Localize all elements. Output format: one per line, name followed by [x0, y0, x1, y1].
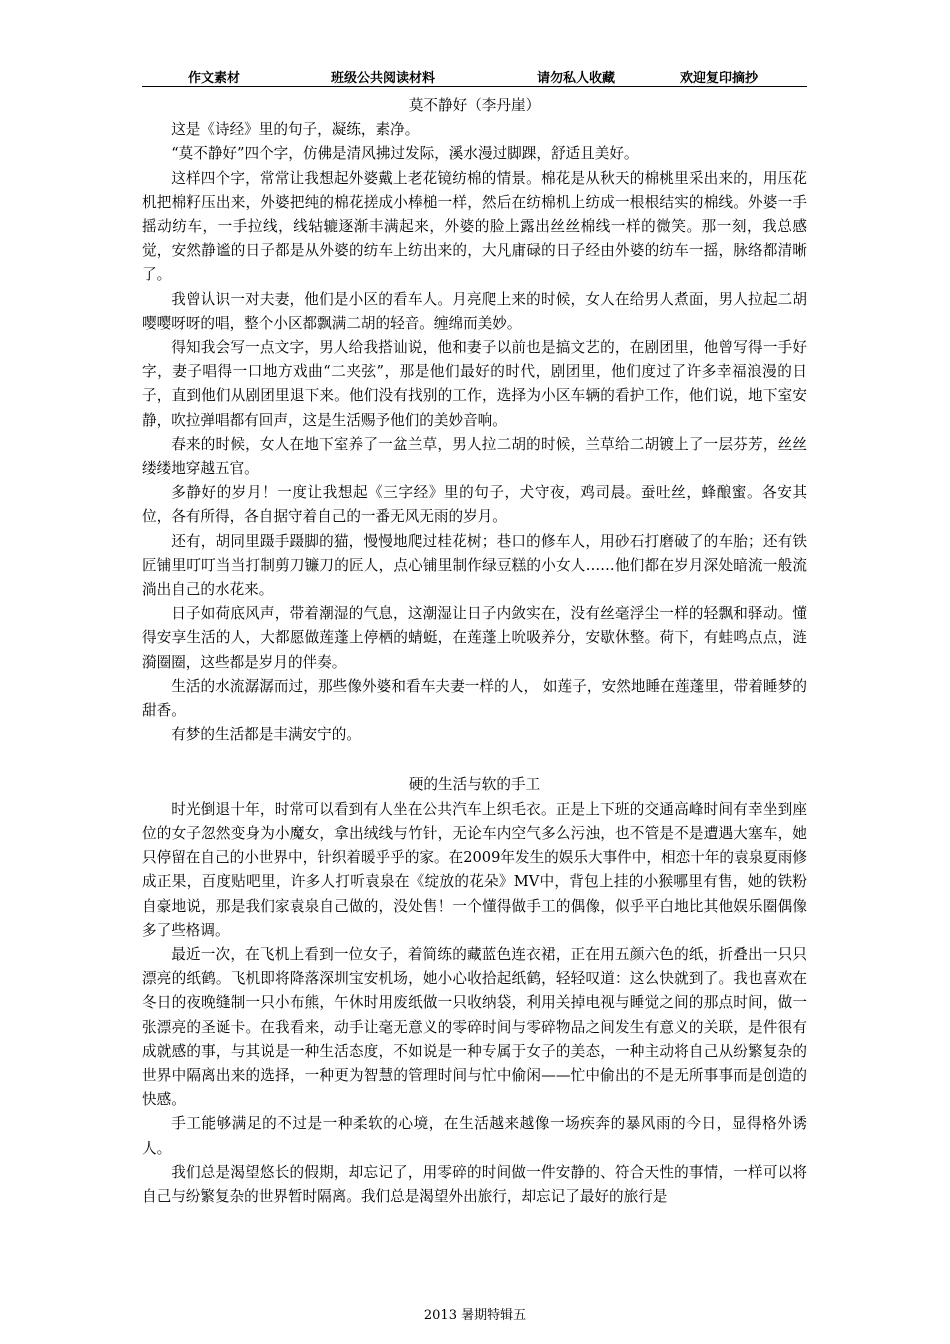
page-footer: 2013 暑期特辑五	[423, 1308, 527, 1323]
article-paragraph: 最近一次，在飞机上看到一位女子，着简练的藏蓝色连衣裙，正在用五颜六色的纸，折叠出一只只漂亮的纸鹤。飞机即将降落深圳宝安机场，她小心收拾起纸鹤，轻轻叹道：这么快就到了。我也喜欢在冬日的夜晚缝制一只小布熊，午休时用废纸做一只收纳袋，利用关掉电视与睡觉之间的那点时间，做一张漂亮的圣诞卡。在我看来，动手让毫无意义的零碎时间与零碎物品之间发生有意义的关联，是件很有成就感的事，与其说是一种生活态度，不如说是一种专属于女子的美态，一种主动将自己从纷繁复杂的世界中隔离出来的选择，一种更为智慧的管理时间与忙中偷闲——忙中偷出的不是无所事事而是创造的快感。	[142, 945, 807, 1109]
article-paragraph: 我曾认识一对夫妻，他们是小区的看车人。月亮爬上来的时候，女人在给男人煮面，男人拉起二胡嘤嘤呀呀的唱，整个小区都飘满二胡的轻音。缠绵而美妙。	[142, 290, 807, 332]
header-item-class-reading: 班级公共阅读材料	[331, 71, 436, 86]
section-spacer	[142, 747, 807, 773]
article-paragraph: 这是《诗经》里的句子，凝练，素净。	[171, 121, 420, 139]
article-paragraph: 生活的水流潺潺而过，那些像外婆和看车夫妻一样的人， 如莲子，安然地睡在莲蓬里，带着睡梦的甜香。	[142, 677, 807, 720]
article-title: 莫不静好（李丹崖）	[408, 97, 541, 114]
header-item-welcome-copy: 欢迎复印摘抄	[680, 71, 759, 86]
page-content	[142, 94, 807, 1209]
article-2	[142, 773, 807, 1209]
article-paragraph: 有梦的生活都是丰满安宁的。	[171, 726, 361, 744]
article-paragraph: “莫不静好”四个字，仿佛是清风拂过发际，溪水漫过脚踝，舒适且美好。	[171, 145, 639, 163]
article-paragraph: 得知我会写一点文字，男人给我搭讪说，他和妻子以前也是搞文艺的，在剧团里，他曾写得一手好字，妻子唱得一口地方戏曲“二夹弦”，那是他们最好的时代，剧团里，他们度过了许多幸福浪漫的日子，直到他们从剧团里退下来。他们没有找别的工作，选择为小区车辆的看护工作，他们说，地下室安静，吹拉弹唱都有回声，这是生活赐予他们的美妙音响。	[142, 339, 807, 429]
header-item-writing-material: 作文素材	[188, 71, 241, 86]
article-paragraph: 春来的时候，女人在地下室养了一盆兰草，男人拉二胡的时候，兰草给二胡镀上了一层芬芳，丝丝缕缕地穿越五官。	[142, 435, 807, 478]
article-paragraph: 这样四个字，常常让我想起外婆戴上老花镜纺棉的情景。棉花是从秋天的棉桃里采出来的，用压花机把棉籽压出来，外婆把纯的棉花搓成小棒槌一样，然后在纺棉机上纺成一根根结实的棉线。外婆一手摇动纺车，一手拉线，线轱辘逐渐丰满起来，外婆的脸上露出丝丝棉线一样的微笑。那一刻，我总感觉，安然静谧的日子都是从外婆的纺车上纺出来的，大凡庸碌的日子经由外婆的纺车一摇，脉络都清晰了。	[142, 169, 807, 284]
article-paragraph: 手工能够满足的不过是一种柔软的心境，在生活越来越像一场疾奔的暴风雨的今日，显得格外诱人。	[142, 1115, 807, 1157]
page-header	[142, 66, 807, 87]
article-paragraph: 还有，胡同里蹑手蹑脚的猫，慢慢地爬过桂花树；巷口的修车人，用砂石打磨破了的车胎；还有铁匠铺里叮叮当当打制剪刀镰刀的匠人，点心铺里制作绿豆糕的小女人……他们都在岁月深处暗流一般流淌出自己的水花来。	[142, 532, 807, 599]
article-title: 硬的生活与软的手工	[408, 776, 541, 794]
article-paragraph: 时光倒退十年，时常可以看到有人坐在公共汽车上织毛衣。正是上下班的交通高峰时间有幸坐到座位的女子忽然变身为小魔女，拿出绒线与竹针，无论车内空气多么污浊，也不管是不是遭遇大塞车，她只停留在自己的小世界中，针织着暖乎乎的家。在2009年发生的娱乐大事件中，相恋十年的袁泉夏雨修成正果，百度贴吧里，许多人打听袁泉在《绽放的花朵》MV中，背包上挂的小猴哪里有售，她的铁粉自豪地说，那是我们家袁泉自己做的，没处售！一个懂得做手工的偶像，似乎平白地比其他娱乐圈偶像多了些格调。	[142, 800, 807, 939]
article-paragraph: 多静好的岁月！一度让我想起《三字经》里的句子，犬守夜，鸡司晨。蚕吐丝，蜂酿蜜。各安其位，各有所得，各自据守着自己的一番无风无雨的岁月。	[142, 484, 807, 526]
article-paragraph: 我们总是渴望悠长的假期，却忘记了，用零碎的时间做一件安静的、符合天性的事情，一样可以将自己与纷繁复杂的世界暂时隔离。我们总是渴望外出旅行，却忘记了最好的旅行是	[142, 1163, 807, 1205]
header-item-no-private: 请勿私人收藏	[537, 71, 616, 86]
article-paragraph: 日子如荷底风声，带着潮湿的气息，这潮湿让日子内敛实在，没有丝毫浮尘一样的轻飘和驿动。懂得安享生活的人，大都愿做莲蓬上停栖的蜻蜓，在莲蓬上吮吸养分，安歇休整。荷下，有蛙鸣点点，涟漪圈圈，这些都是岁月的伴奏。	[142, 605, 807, 671]
article-1	[142, 94, 807, 747]
